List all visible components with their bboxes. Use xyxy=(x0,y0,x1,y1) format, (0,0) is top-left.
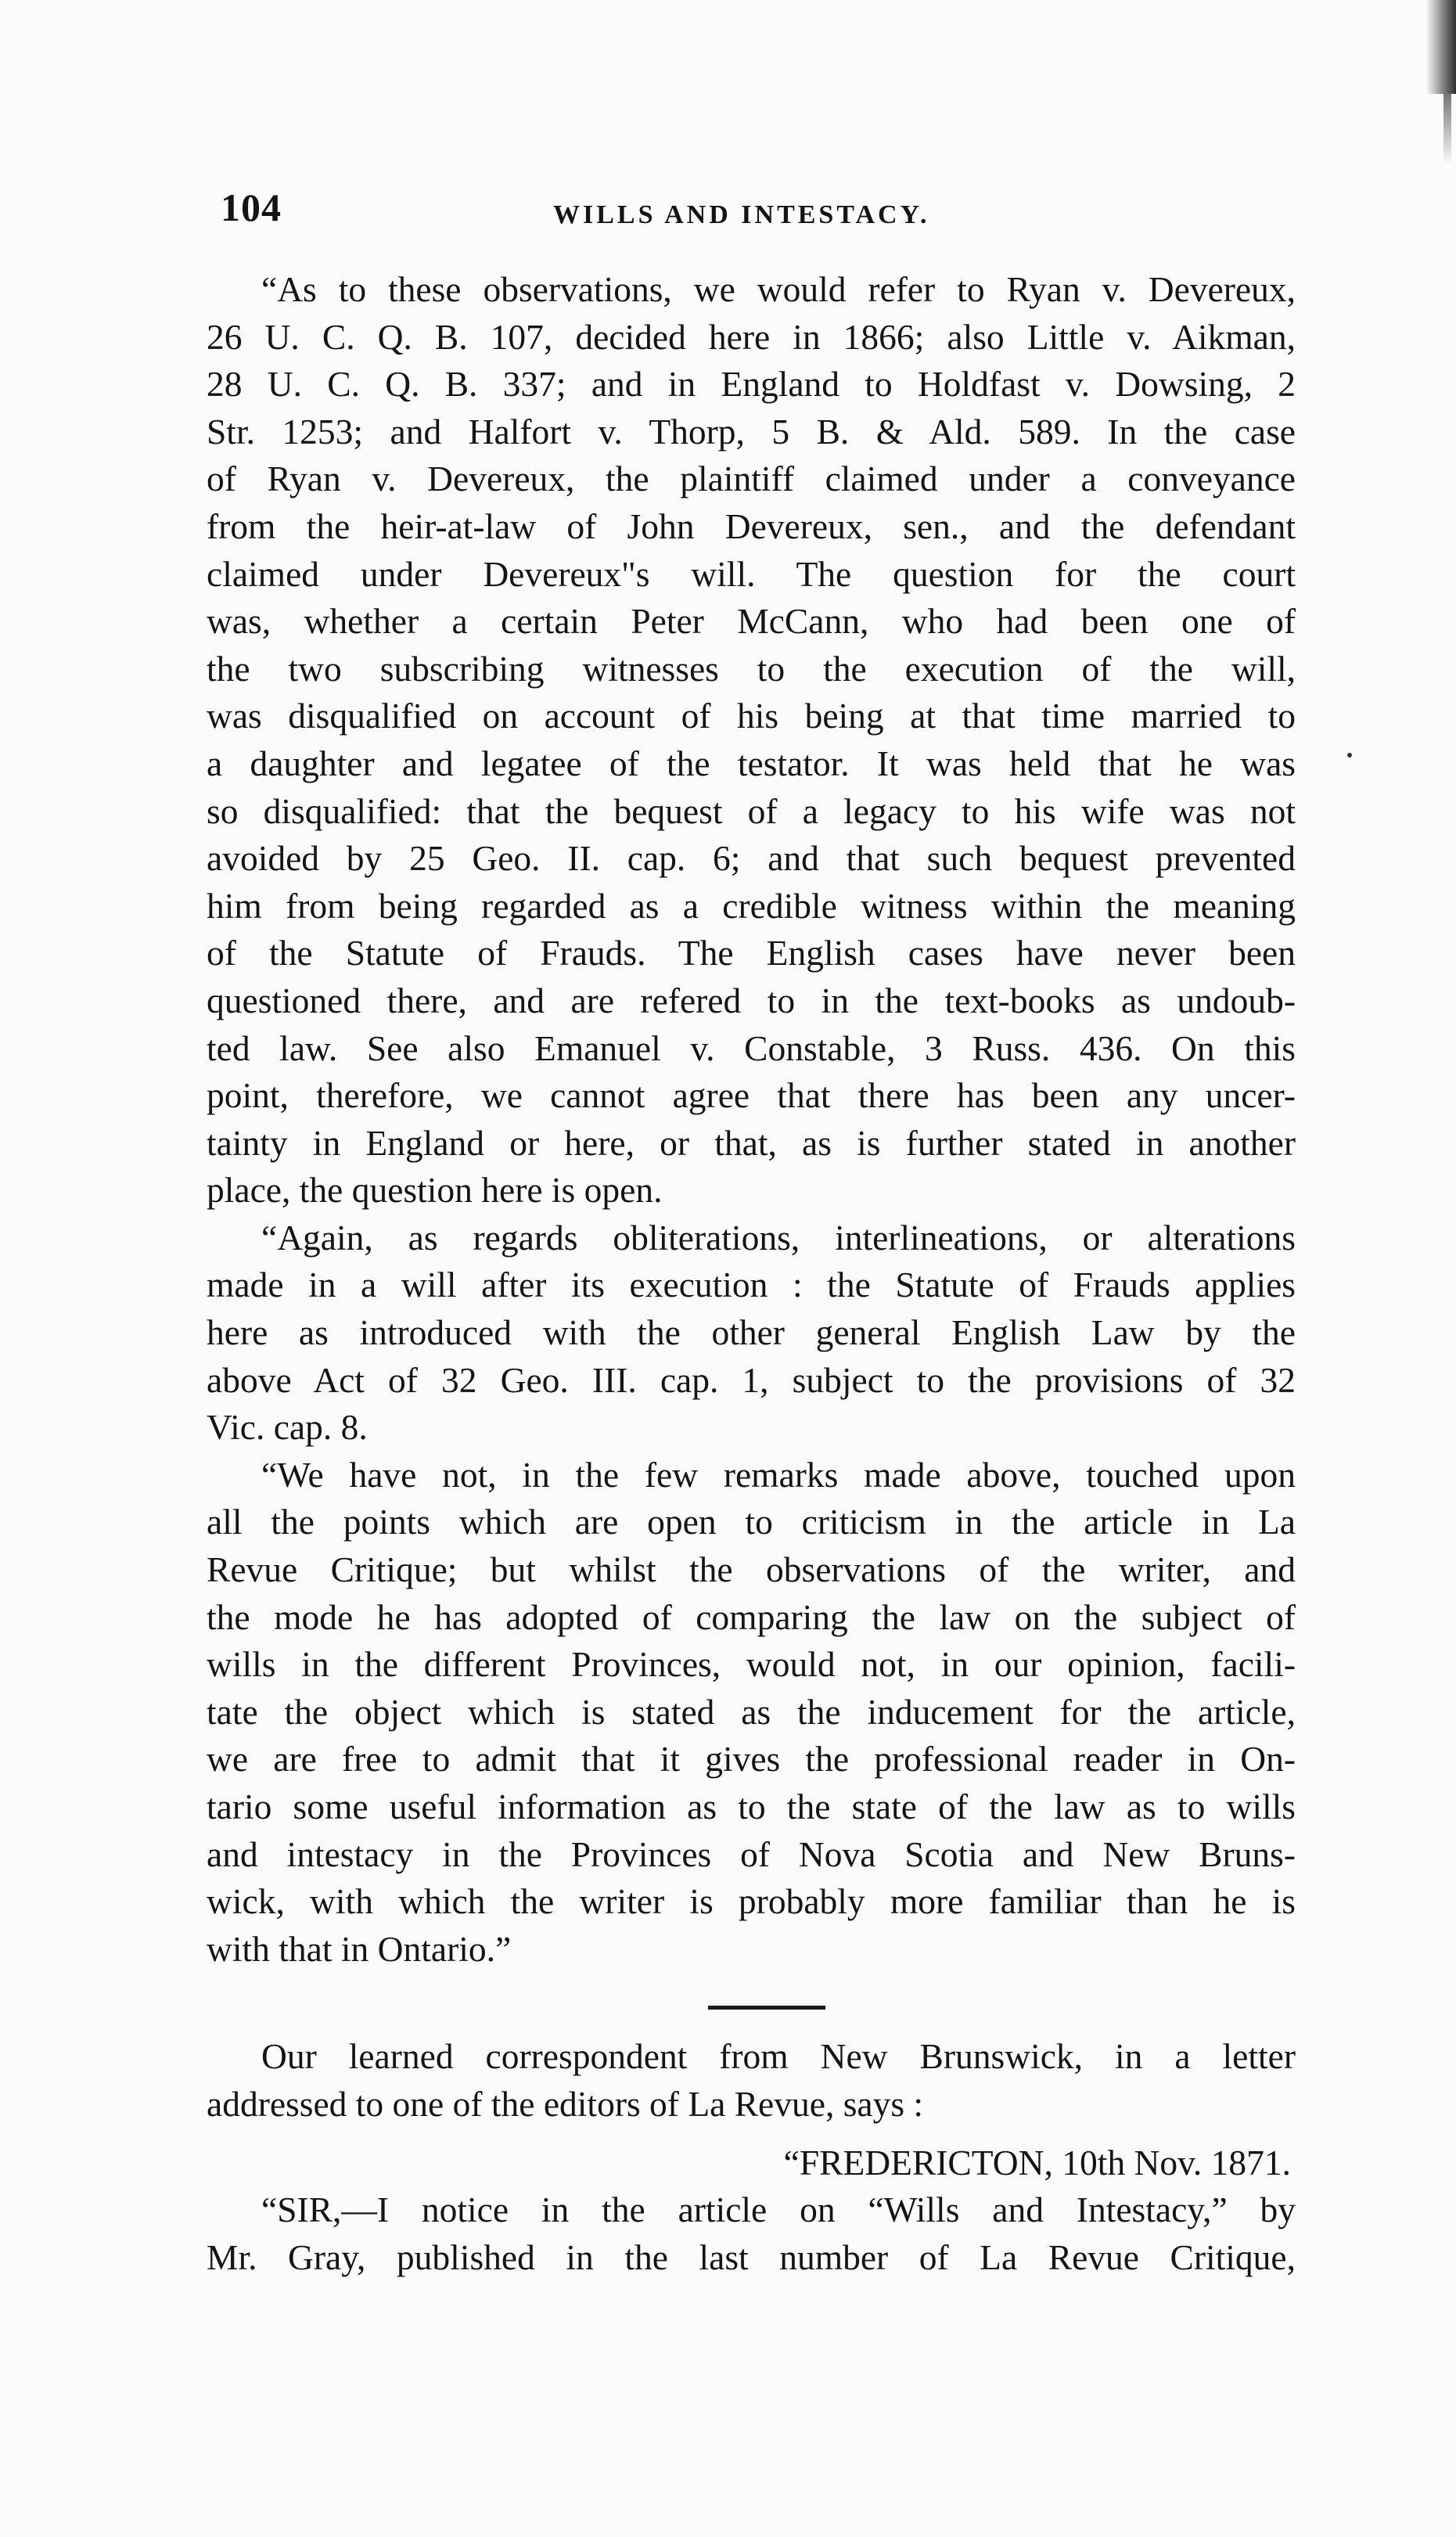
text-line: “Again, as regards obliterations, interlineations, or alterations xyxy=(261,1217,1296,1258)
text-line: Revue Critique; but whilst the observations of the writer, and xyxy=(207,1549,1296,1590)
text-line: made in a will after its execution : the Statute of Frauds applies xyxy=(207,1265,1296,1305)
paragraph-4 xyxy=(207,2033,1296,2128)
text-line: was, whether a certain Peter McCann, who had been one of xyxy=(207,601,1296,642)
text-line: ted law. See also Emanuel v. Constable, 3 Russ. 436. On this xyxy=(207,1027,1296,1068)
paragraph-1 xyxy=(207,266,1296,1215)
text-line: point, therefore, we cannot agree that there has been any uncer- xyxy=(207,1075,1296,1116)
page-header xyxy=(221,185,1292,239)
text-line: of Ryan v. Devereux, the plaintiff claimed under a conveyance xyxy=(207,459,1296,499)
text-line: place, the question here is open. xyxy=(207,1170,663,1211)
text-line: “SIR,—I notice in the article on “Wills and Intestacy,” by xyxy=(261,2190,1296,2230)
text-line: addressed to one of the editors of La Revue, says : xyxy=(207,2083,924,2124)
text-line: “We have not, in the few remarks made above, touched upon xyxy=(261,1454,1296,1495)
text-line: “As to these observations, we would refer to Ryan v. Devereux, xyxy=(261,269,1296,309)
text-line: we are free to admit that it gives the professional reader in On- xyxy=(207,1739,1296,1779)
text-line: tario some useful information as to the state of the law as to wills xyxy=(207,1787,1296,1826)
text-line: above Act of 32 Geo. III. cap. 1, subject to the provisions of 32 xyxy=(207,1359,1296,1400)
text-line: Mr. Gray, published in the last number of La Revue Critique, xyxy=(207,2237,1296,2277)
text-line: here as introduced with the other general English Law by the xyxy=(207,1312,1296,1353)
text-line: claimed under Devereux"s will. The question for the court xyxy=(207,553,1296,594)
text-line: avoided by 25 Geo. II. cap. 6; and that such bequest prevented xyxy=(207,838,1296,879)
paragraph-2 xyxy=(207,1215,1296,1452)
text-line: so disqualified: that the bequest of a legacy to his wife was not xyxy=(207,790,1296,831)
text-line: Vic. cap. 8. xyxy=(207,1407,368,1448)
running-head: WILLS AND INTESTACY. xyxy=(553,200,930,229)
paragraph-5 xyxy=(207,2186,1296,2281)
text-line: 28 U. C. Q. B. 337; and in England to Holdfast v. Dowsing, 2 xyxy=(207,364,1296,405)
text-line: him from being regarded as a credible witness within the meaning xyxy=(207,885,1296,926)
text-line: of the Statute of Frauds. The English cases have never been xyxy=(207,933,1296,973)
text-line: Str. 1253; and Halfort v. Thorp, 5 B. & Ald. 589. In the case xyxy=(207,411,1296,452)
letter-dateline: “FREDERICTON, 10th Nov. 1871. xyxy=(783,2142,1291,2183)
text-line: was disqualified on account of his being at that time married to xyxy=(207,696,1296,736)
paragraph-3 xyxy=(207,1452,1296,1974)
spacer xyxy=(207,2129,1296,2139)
text-line: with that in Ontario.” xyxy=(207,1928,512,1969)
scan-speck xyxy=(1347,753,1352,758)
page-number: 104 xyxy=(221,185,282,229)
scan-shadow-streak xyxy=(1443,94,1451,164)
text-line: Our learned correspondent from New Brunswick, in a letter xyxy=(261,2036,1296,2077)
text-line: a daughter and legatee of the testator. It was held that he was xyxy=(207,743,1296,783)
scan-shadow-edge xyxy=(1426,0,1456,94)
text-line: from the heir-at-law of John Devereux, sen., and the defendant xyxy=(207,506,1296,546)
text-line: tainty in England or here, or that, as is further stated in another xyxy=(207,1122,1296,1163)
text-line: all the points which are open to criticism in the article in La xyxy=(207,1502,1296,1542)
body-text xyxy=(207,266,1296,2281)
text-line: 26 U. C. Q. B. 107, decided here in 1866; also Little v. Aikman, xyxy=(207,316,1296,357)
text-line: tate the object which is stated as the inducement for the article, xyxy=(207,1691,1296,1732)
text-line: the mode he has adopted of comparing the law on the subject of xyxy=(207,1596,1296,1637)
text-line: the two subscribing witnesses to the execution of the will, xyxy=(207,648,1296,689)
section-divider xyxy=(708,2006,825,2010)
text-line: wills in the different Provinces, would not, in our opinion, facili- xyxy=(207,1644,1296,1685)
text-line: questioned there, and are refered to in the text-books as undoub- xyxy=(207,980,1296,1020)
text-line: and intestacy in the Provinces of Nova Scotia and New Bruns- xyxy=(207,1833,1296,1874)
text-line: wick, with which the writer is probably more familiar than he is xyxy=(207,1881,1296,1922)
